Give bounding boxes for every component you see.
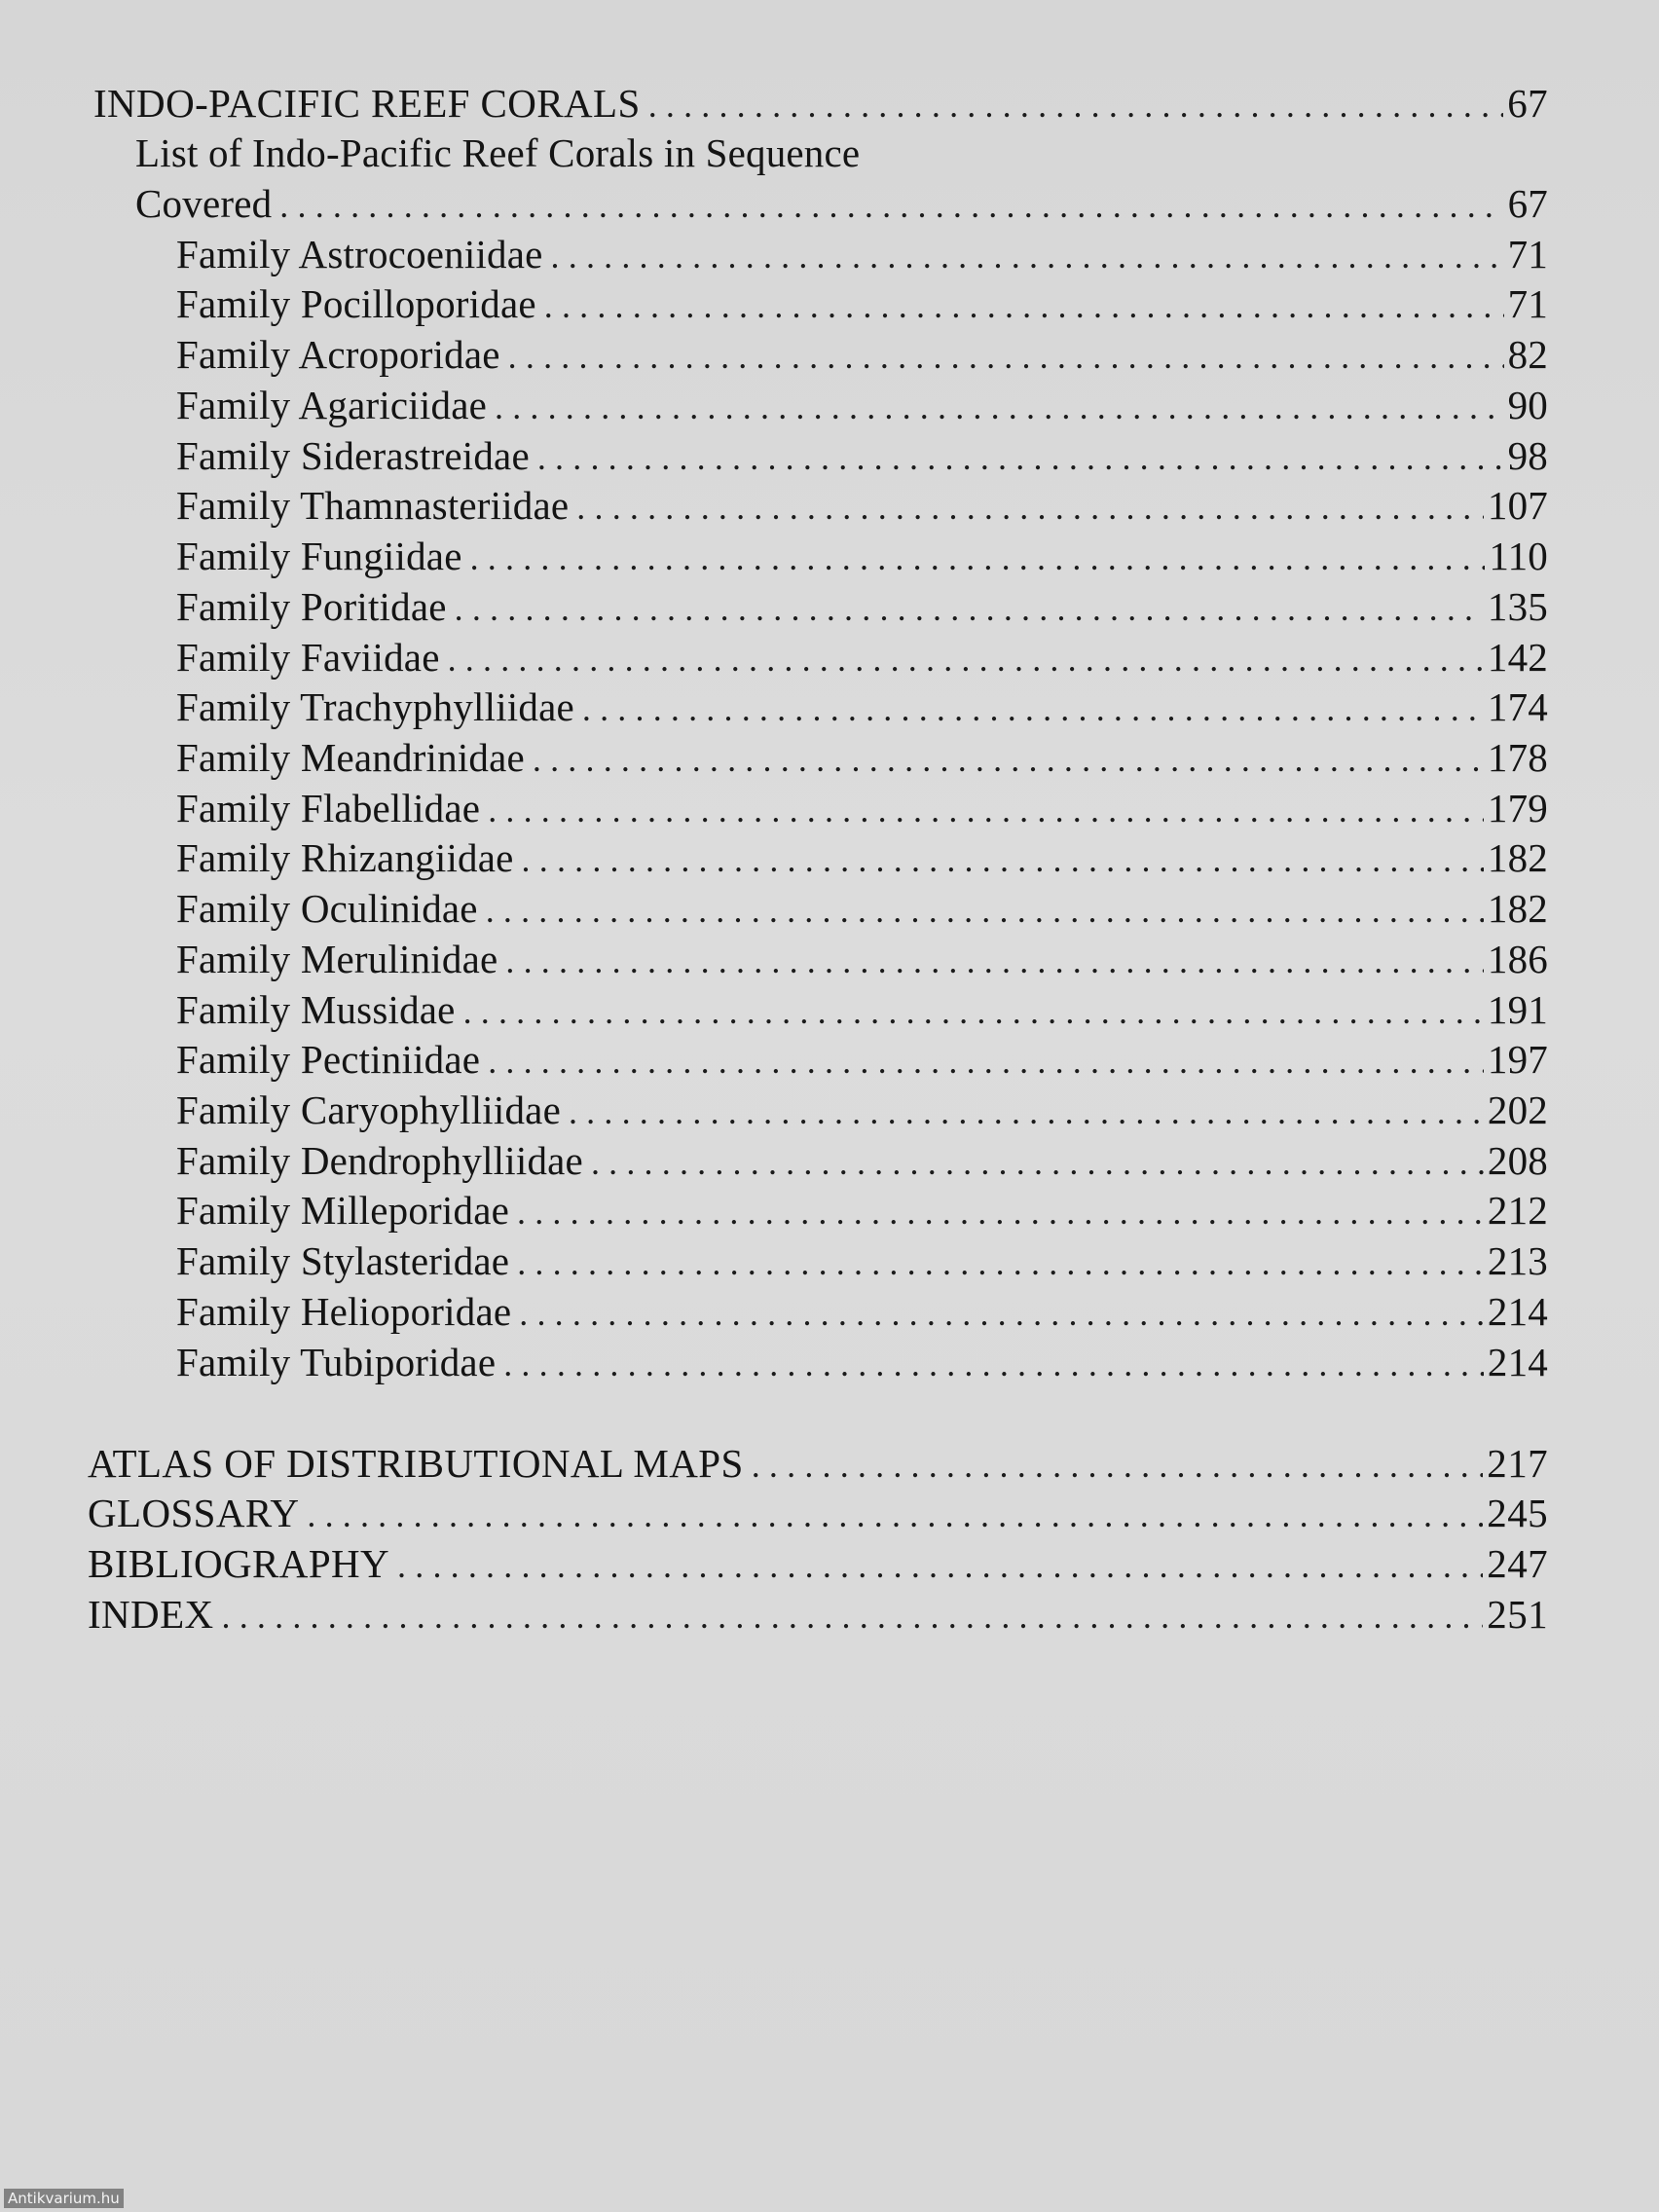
toc-entry-title: Family Rhizangiidae — [176, 835, 514, 880]
toc-entry-page: 71 — [1507, 232, 1548, 276]
dot-leader — [522, 842, 1484, 877]
toc-entry-family — [176, 1138, 1548, 1183]
toc-entry-page: 245 — [1487, 1491, 1548, 1535]
toc-entry-family — [176, 1289, 1548, 1334]
toc-entry-family — [176, 536, 1548, 576]
toc-entry-title: Family Merulinidae — [176, 937, 498, 981]
dot-leader — [279, 188, 1503, 223]
toc-entry-page: 98 — [1507, 433, 1548, 478]
toc-entry-title: Family Helioporidae — [176, 1289, 512, 1334]
toc-entry-family — [176, 1340, 1548, 1384]
toc-entry-title: Family Flabellidae — [176, 786, 481, 830]
toc-entry-title: Family Poritidae — [176, 584, 447, 629]
dot-leader — [517, 1195, 1484, 1230]
toc-entry-page: 179 — [1487, 786, 1548, 830]
dot-leader — [576, 490, 1484, 525]
toc-entry-page: 197 — [1487, 1037, 1548, 1082]
toc-entry-page: 182 — [1487, 835, 1548, 880]
dot-leader — [397, 1548, 1483, 1583]
toc-entry-family — [176, 684, 1548, 729]
toc-entry-page: 213 — [1487, 1238, 1548, 1283]
toc-entry-page: 212 — [1487, 1188, 1548, 1233]
toc-entry-page: 142 — [1487, 635, 1548, 680]
dot-leader — [222, 1599, 1484, 1634]
toc-entry-page: 214 — [1487, 1289, 1548, 1334]
toc-entry-family — [176, 835, 1548, 880]
toc-entry-title: Family Siderastreidae — [176, 433, 530, 478]
dot-leader — [495, 389, 1504, 424]
toc-entry-title: Family Pectiniidae — [176, 1037, 481, 1082]
toc-entry-title: Family Faviidae — [176, 635, 440, 680]
dot-leader — [503, 1346, 1484, 1382]
toc-entry-title: Covered — [135, 181, 273, 226]
toc-entry-family — [176, 584, 1548, 629]
dot-leader — [752, 1448, 1484, 1483]
toc-entry-atlas — [88, 1441, 1548, 1486]
toc-entry-title: Family Stylasteridae — [176, 1238, 510, 1283]
toc-entry-family — [176, 987, 1548, 1032]
toc-entry-title: Family Tubiporidae — [176, 1340, 497, 1384]
toc-entry-title: Family Caryophylliidae — [176, 1088, 561, 1132]
dot-leader — [519, 1296, 1484, 1331]
toc-entry-title: Family Trachyphylliidae — [176, 684, 574, 729]
toc-entry-page: 217 — [1487, 1441, 1548, 1486]
toc-entry-family — [176, 483, 1548, 528]
toc-entry-covered — [135, 181, 1548, 226]
toc-entry-title: BIBLIOGRAPHY — [88, 1541, 390, 1586]
toc-entry-page: 208 — [1487, 1138, 1548, 1183]
toc-entry-title: Family Fungiidae — [176, 534, 462, 578]
toc-entry-page: 71 — [1507, 281, 1548, 326]
toc-entry-page: 67 — [1507, 81, 1548, 126]
toc-entry-index — [88, 1592, 1548, 1637]
toc-entry-list-line-1: List of Indo-Pacific Reef Corals in Sequence — [135, 130, 861, 175]
dot-leader — [486, 893, 1484, 928]
dot-leader — [569, 1094, 1484, 1129]
toc-entry-title: Family Astrocoeniidae — [176, 232, 543, 276]
dot-leader — [551, 239, 1504, 274]
dot-leader — [448, 642, 1484, 677]
toc-entry-page: 186 — [1487, 937, 1548, 981]
dot-leader — [455, 591, 1484, 626]
dot-leader — [505, 943, 1483, 978]
toc-entry-title: INDEX — [88, 1592, 214, 1637]
dot-leader — [582, 691, 1484, 726]
dot-leader — [307, 1497, 1483, 1532]
toc-entry-page: 251 — [1487, 1592, 1548, 1637]
dot-leader — [648, 88, 1504, 123]
watermark: Antikvarium.hu — [4, 2189, 124, 2208]
toc-entry-page: 82 — [1507, 332, 1548, 377]
toc-entry-indo-pacific-reef-corals — [93, 81, 1548, 126]
toc-entry-family — [176, 1238, 1548, 1283]
toc-entry-page: 178 — [1487, 735, 1548, 780]
toc-entry-family — [176, 433, 1548, 478]
toc-entry-page: 90 — [1507, 383, 1548, 427]
toc-entry-title: INDO-PACIFIC REEF CORALS — [93, 81, 641, 126]
dot-leader — [517, 1245, 1484, 1280]
toc-entry-title: Family Dendrophylliidae — [176, 1138, 583, 1183]
toc-entry-family — [176, 1090, 1548, 1130]
toc-entry-family — [176, 735, 1548, 780]
toc-entry-page: 182 — [1487, 886, 1548, 931]
toc-entry-bibliography — [88, 1541, 1548, 1586]
toc-entry-page: 202 — [1487, 1088, 1548, 1132]
toc-entry-family — [176, 1037, 1548, 1082]
toc-entry-page: 174 — [1487, 684, 1548, 729]
toc-entry-title: Family Pocilloporidae — [176, 281, 536, 326]
toc-entry-family — [176, 786, 1548, 830]
toc-entry-page: 110 — [1489, 534, 1548, 578]
toc-entry-family — [176, 635, 1548, 680]
dot-leader — [463, 994, 1484, 1029]
toc-entry-page: 247 — [1487, 1541, 1548, 1586]
dot-leader — [591, 1145, 1484, 1180]
toc-entry-family — [176, 1188, 1548, 1233]
dot-leader — [533, 742, 1484, 777]
toc-entry-title: Family Milleporidae — [176, 1188, 509, 1233]
toc-entry-family — [176, 937, 1548, 981]
toc-entry-title: Family Mussidae — [176, 987, 456, 1032]
toc-entry-title: Family Thamnasteriidae — [176, 483, 570, 528]
toc-entry-page: 135 — [1487, 584, 1548, 629]
toc-entry-glossary — [88, 1493, 1548, 1533]
toc-entry-page: 107 — [1487, 483, 1548, 528]
toc-entry-title: Family Oculinidae — [176, 886, 478, 931]
toc-entry-page: 191 — [1487, 987, 1548, 1032]
toc-entry-family — [176, 383, 1548, 427]
toc-entry-title: GLOSSARY — [88, 1491, 300, 1535]
toc-entry-page: 67 — [1507, 181, 1548, 226]
toc-entry-family — [176, 281, 1548, 326]
dot-leader — [470, 540, 1486, 575]
toc-entry-title: Family Acroporidae — [176, 332, 500, 377]
toc-entry-family — [176, 332, 1548, 377]
dot-leader — [537, 440, 1504, 475]
dot-leader — [544, 288, 1504, 323]
dot-leader — [508, 339, 1504, 374]
toc-entry-family — [176, 886, 1548, 931]
dot-leader — [488, 1044, 1484, 1079]
dot-leader — [488, 793, 1484, 828]
toc-entry-family — [176, 232, 1548, 276]
toc-entry-title: Family Meandrinidae — [176, 735, 525, 780]
toc-entry-page: 214 — [1487, 1340, 1548, 1384]
toc-entry-title: Family Agariciidae — [176, 383, 487, 427]
toc-entry-title: ATLAS OF DISTRIBUTIONAL MAPS — [88, 1441, 744, 1486]
